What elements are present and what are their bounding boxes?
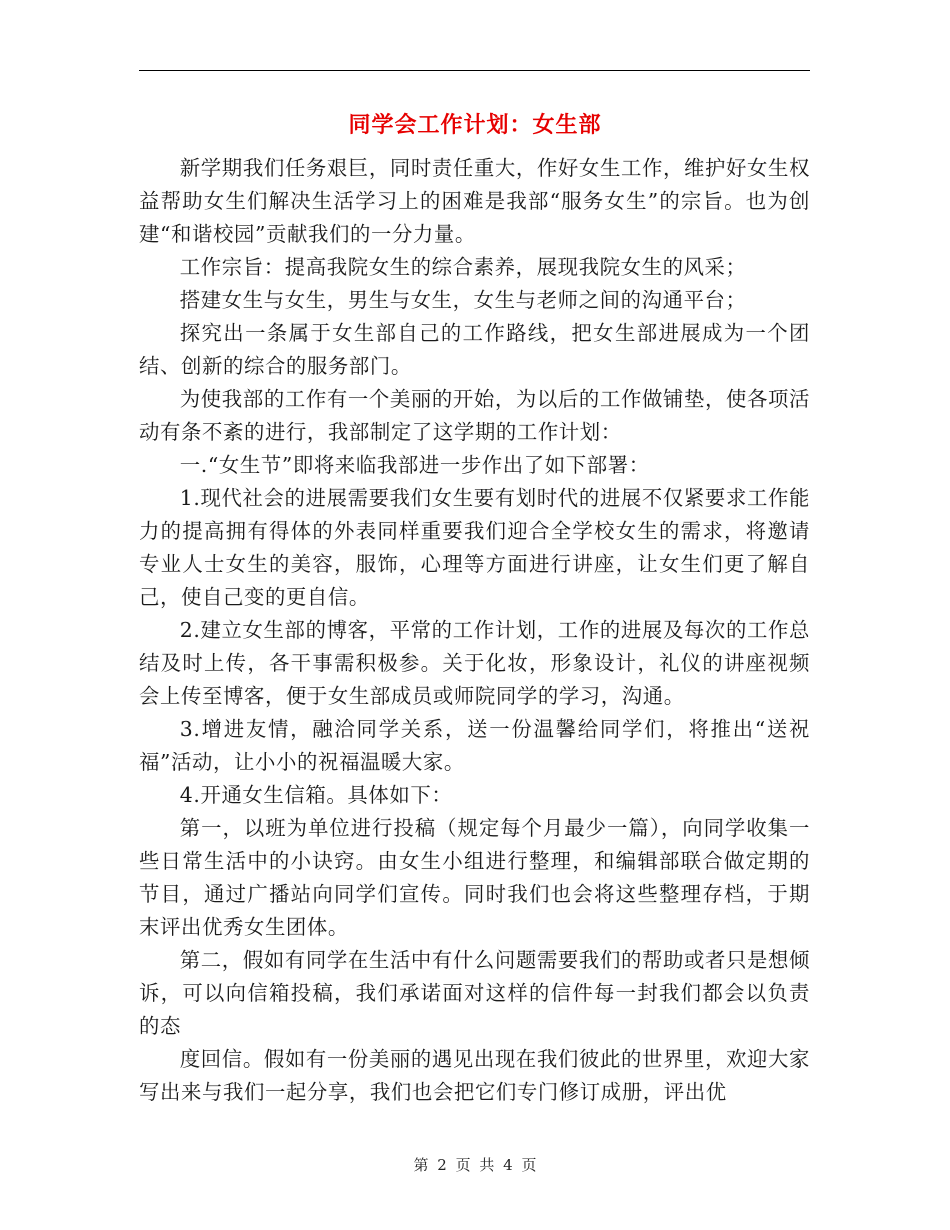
- paragraph-platform: 搭建女生与女生，男生与女生，女生与老师之间的沟通平台；: [179, 288, 747, 312]
- document-body: [139, 152, 810, 1109]
- header-rule: [139, 70, 810, 71]
- page-number-footer: 第 2 页 共 4 页: [413, 1156, 537, 1174]
- paragraph-item-3: 3.增进友情，融洽同学关系，送一份温馨给同学们，将推出“送祝福”活动，让小小的祝福温暖大家。: [139, 717, 810, 774]
- paragraph-item-2: 2.建立女生部的博客，平常的工作计划，工作的进展及每次的工作总结及时上传，各干事需积极参。关于化妆，形象设计，礼仪的讲座视频会上传至博客，便于女生部成员或师院同学的学习，沟通。: [139, 618, 810, 708]
- paragraph-plan-intro: 为使我部的工作有一个美丽的开始，为以后的工作做铺垫，使各项活动有条不紊的进行，我部制定了这学期的工作计划：: [139, 387, 810, 444]
- paragraph-route: 探究出一条属于女生部自己的工作路线，把女生部进展成为一个团结、创新的综合的服务部门。: [139, 321, 810, 378]
- document-title: 同学会工作计划：女生部: [348, 112, 602, 138]
- paragraph-intro: 新学期我们任务艰巨，同时责任重大，作好女生工作，维护好女生权益帮助女生们解决生活学习上的困难是我部“服务女生”的宗旨。也为创建“和谐校园”贡献我们的一分力量。: [139, 156, 810, 246]
- paragraph-second: 第二，假如有同学在生活中有什么问题需要我们的帮助或者只是想倾诉，可以向信箱投稿，我们承诺面对这样的信件每一封我们都会以负责的态: [139, 948, 810, 1038]
- paragraph-purpose: 工作宗旨：提高我院女生的综合素养，展现我院女生的风采；: [179, 255, 747, 279]
- paragraph-item-4: 4.开通女生信箱。具体如下：: [179, 783, 453, 807]
- paragraph-continued: 度回信。假如有一份美丽的遇见出现在我们彼此的世界里，欢迎大家写出来与我们一起分享，我们也会把它们专门修订成册，评出优: [139, 1047, 810, 1104]
- paragraph-first: 第一，以班为单位进行投稿（规定每个月最少一篇），向同学收集一些日常生活中的小诀窍。由女生小组进行整理，和编辑部联合做定期的节目，通过广播站向同学们宣传。同时我们也会将这些整理存档，于期末评出优秀女生团体。: [139, 816, 810, 939]
- paragraph-section-one: 一.“女生节”即将来临我部进一步作出了如下部署：: [179, 453, 650, 477]
- paragraph-item-1: 1.现代社会的进展需要我们女生要有划时代的进展不仅紧要求工作能力的提高拥有得体的外表同样重要我们迎合全学校女生的需求，将邀请专业人士女生的美容，服饰，心理等方面进行讲座，让女生们更了解自己，使自己变的更自信。: [139, 486, 810, 609]
